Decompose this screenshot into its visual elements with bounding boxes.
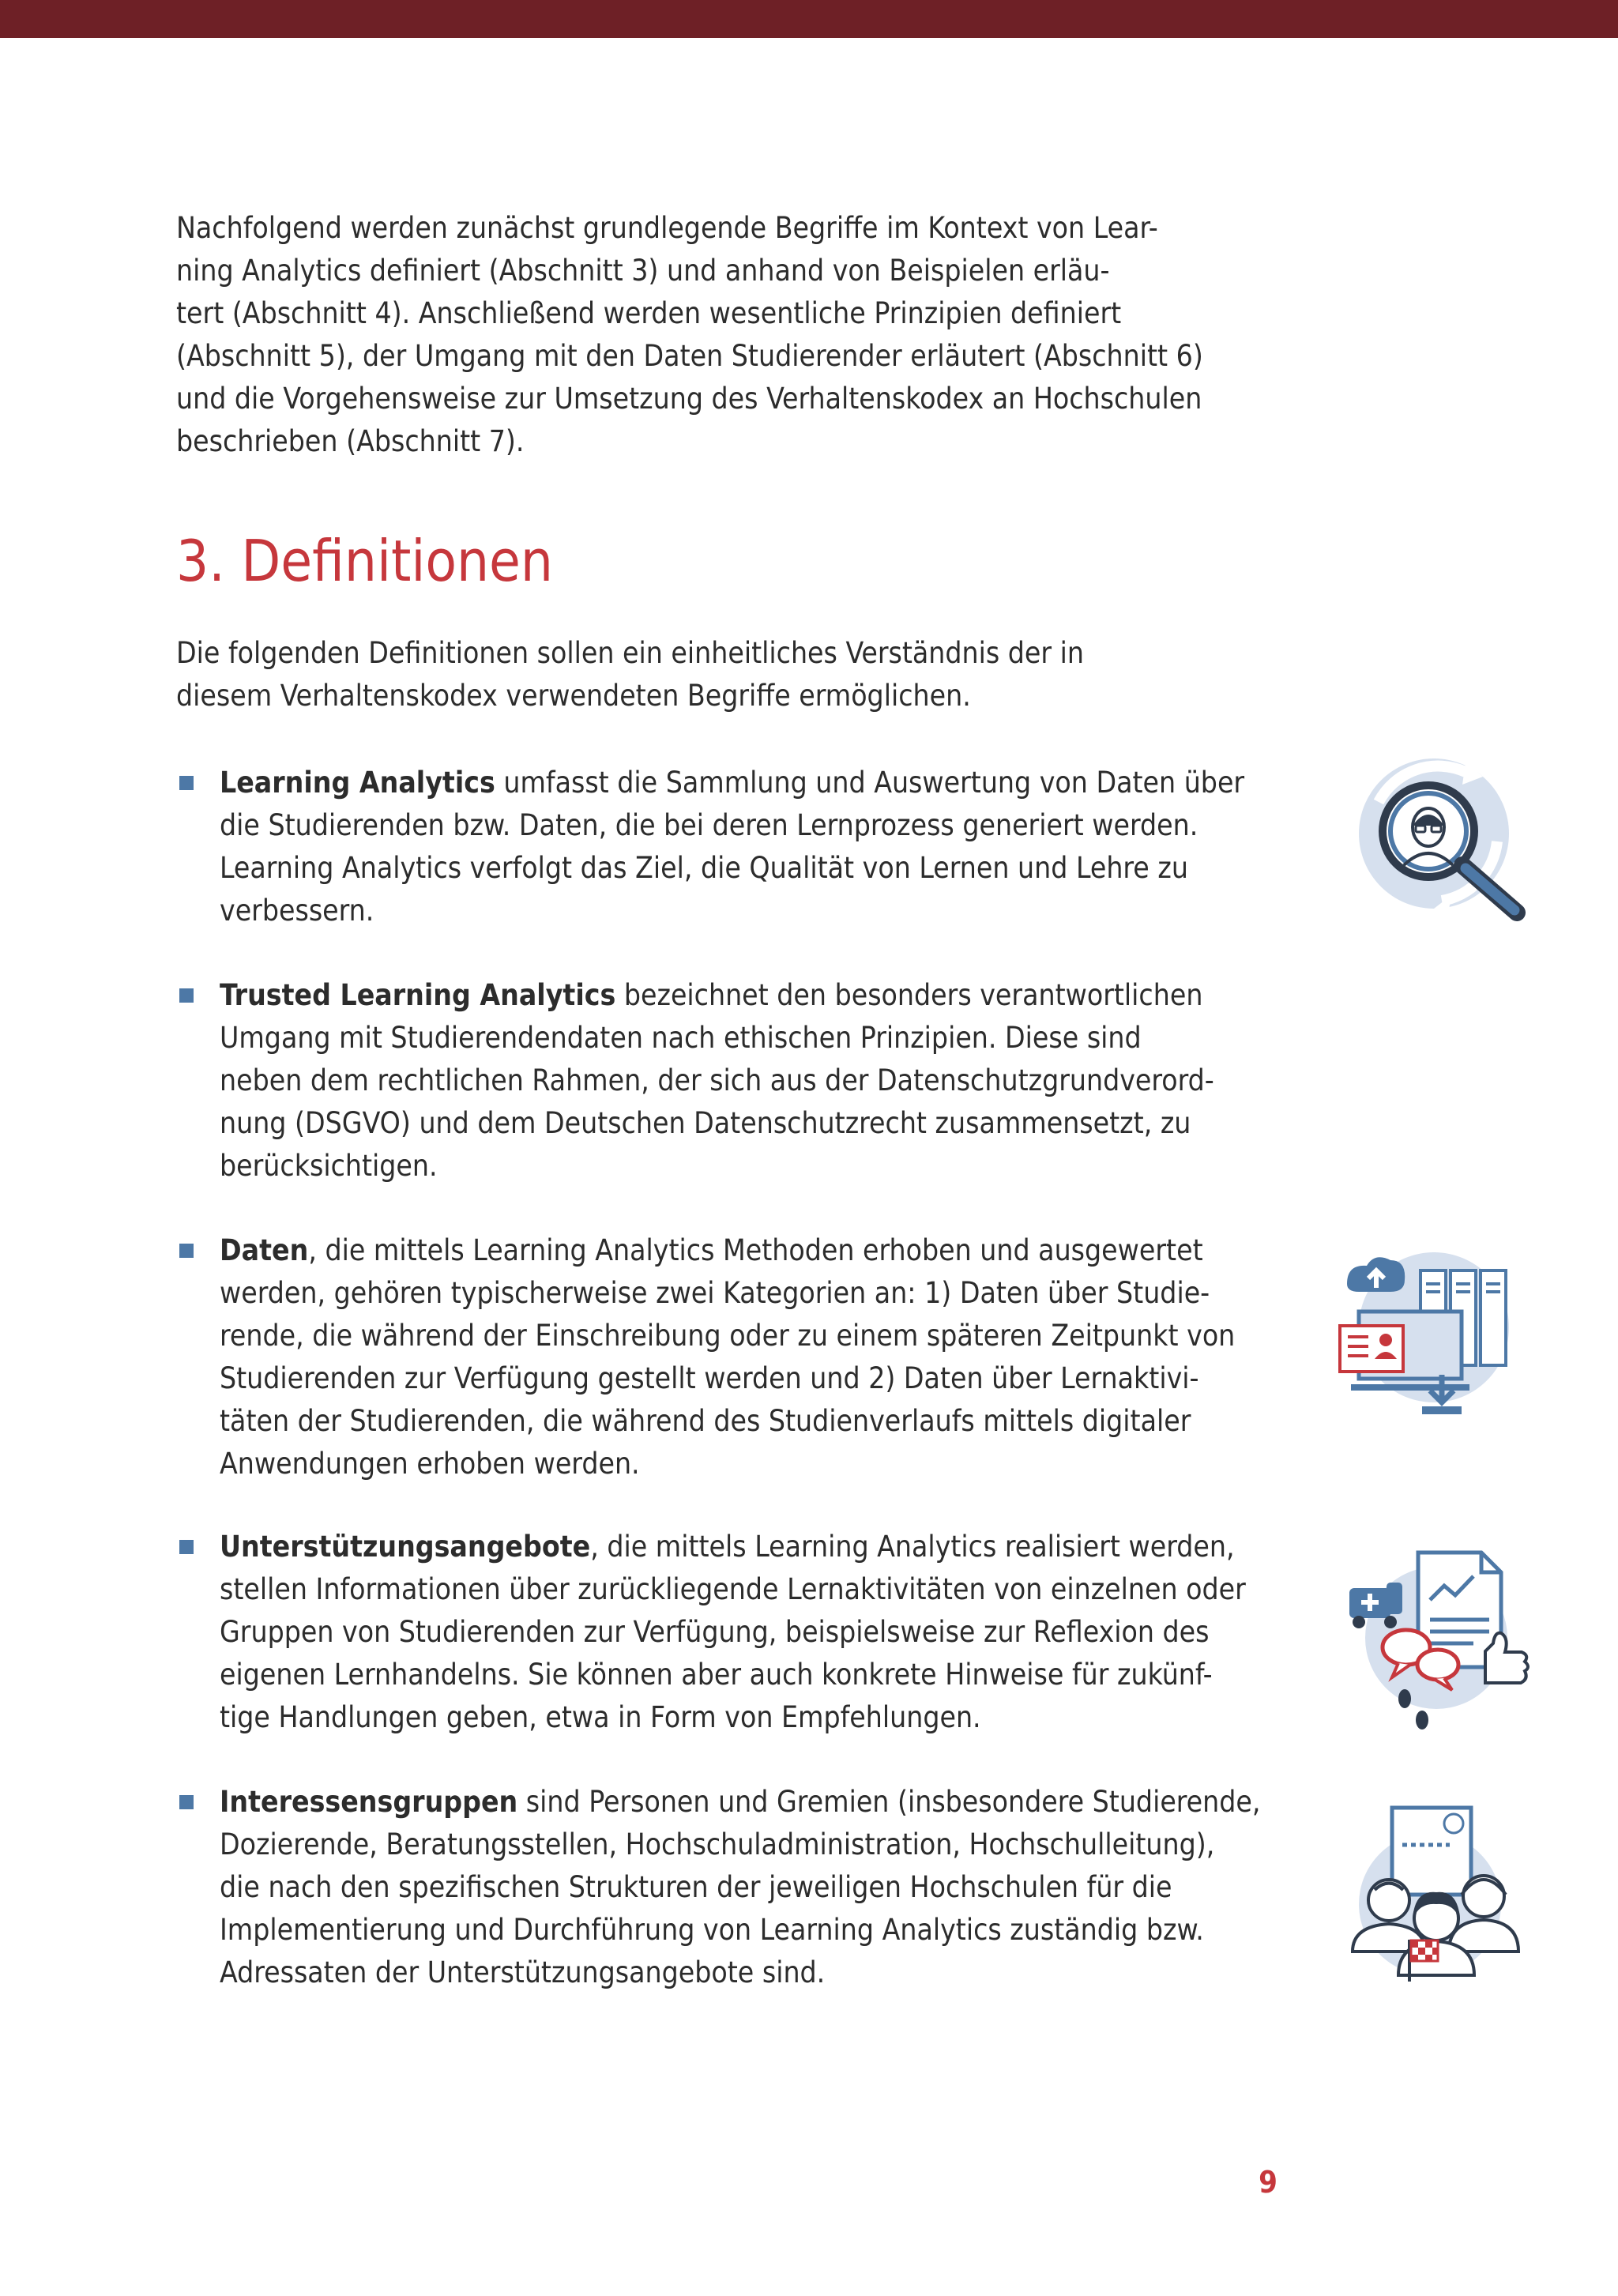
- intro-line: beschrieben (Abschnitt 7).: [176, 424, 525, 458]
- definition-term: Learning Analytics: [220, 766, 495, 800]
- definition-line: nung (DSGVO) und dem Deutschen Datenschutzrecht zusammensetzt, zu: [220, 1106, 1191, 1140]
- bullet-square-icon: [179, 1795, 194, 1809]
- intro-line: tert (Abschnitt 4). Anschließend werden wesentliche Prinzipien definiert: [176, 296, 1122, 330]
- definition-line: Dozierende, Beratungsstellen, Hochschuladministration, Hochschulleitung),: [220, 1827, 1215, 1861]
- definition-term: Trusted Learning Analytics: [220, 978, 616, 1012]
- definition-line: Studierenden zur Verfügung gestellt werden und 2) Daten über Lernaktivi-: [220, 1361, 1199, 1395]
- section-heading: 3. Definitionen: [176, 528, 553, 594]
- definition-line: sind Personen und Gremien (insbesondere Studierende,: [517, 1785, 1261, 1819]
- support-report-icon: [1343, 1545, 1533, 1734]
- lead-line: diesem Verhaltenskodex verwendeten Begriffe ermöglichen.: [176, 679, 971, 713]
- bullet-square-icon: [179, 1244, 194, 1258]
- definition-line: Anwendungen erhoben werden.: [220, 1447, 640, 1481]
- definition-line: neben dem rechtlichen Rahmen, der sich aus der Datenschutzgrundverord-: [220, 1063, 1214, 1097]
- definition-text: [220, 762, 1298, 932]
- definition-line: verbessern.: [220, 894, 374, 928]
- definition-line: Adressaten der Unterstützungsangebote sind.: [220, 1955, 826, 1989]
- definition-line: die nach den spezifischen Strukturen der jeweiligen Hochschulen für die: [220, 1870, 1172, 1904]
- intro-line: Nachfolgend werden zunächst grundlegende Begriffe im Kontext von Lear-: [176, 211, 1158, 245]
- definition-text: [220, 1781, 1298, 1994]
- stakeholder-group-icon: [1343, 1801, 1533, 1991]
- definition-term: Interessensgruppen: [220, 1785, 518, 1819]
- definition-item-unterstuetzungsangebote: [176, 1526, 1298, 1739]
- definition-term: Daten: [220, 1233, 309, 1267]
- definition-line: berücksichtigen.: [220, 1149, 438, 1183]
- data-servers-icon: [1335, 1248, 1517, 1430]
- lead-line: Die folgenden Definitionen sollen ein einheitliches Verständnis der in: [176, 636, 1085, 670]
- definition-line: eigenen Lernhandelns. Sie können aber auch konkrete Hinweise für zukünf-: [220, 1658, 1213, 1692]
- page-number: 9: [1259, 2165, 1277, 2200]
- intro-line: ning Analytics definiert (Abschnitt 3) und anhand von Beispielen erläu-: [176, 254, 1110, 288]
- bullet-square-icon: [179, 988, 194, 1003]
- definition-item-interessensgruppen: [176, 1781, 1298, 1994]
- bullet-square-icon: [179, 776, 194, 790]
- definition-line: die Studierenden bzw. Daten, die bei deren Lernprozess generiert werden.: [220, 808, 1198, 842]
- intro-line: (Abschnitt 5), der Umgang mit den Daten Studierender erläutert (Abschnitt 6): [176, 339, 1203, 373]
- definition-line: umfasst die Sammlung und Auswertung von Daten über: [495, 766, 1245, 800]
- definition-line: täten der Studierenden, die während des Studienverlaufs mittels digitaler: [220, 1404, 1191, 1438]
- definition-line: rende, die während der Einschreibung oder zu einem späteren Zeitpunkt von: [220, 1319, 1236, 1353]
- intro-line: und die Vorgehensweise zur Umsetzung des Verhaltenskodex an Hochschulen: [176, 382, 1202, 416]
- definition-line: tige Handlungen geben, etwa in Form von Empfehlungen.: [220, 1700, 981, 1734]
- definition-text: [220, 1526, 1298, 1739]
- definition-line: Umgang mit Studierendendaten nach ethischen Prinzipien. Diese sind: [220, 1021, 1142, 1055]
- definition-line: werden, gehören typischerweise zwei Kategorien an: 1) Daten über Studie-: [220, 1276, 1210, 1310]
- definition-line: Gruppen von Studierenden zur Verfügung, beispielsweise zur Reflexion des: [220, 1615, 1210, 1649]
- definition-line: , die mittels Learning Analytics realisiert werden,: [590, 1530, 1235, 1564]
- definition-line: , die mittels Learning Analytics Methoden erhoben und ausgewertet: [308, 1233, 1203, 1267]
- bullet-square-icon: [179, 1540, 194, 1554]
- definition-item-learning-analytics: [176, 762, 1298, 932]
- definition-item-daten: [176, 1229, 1298, 1485]
- definition-term: Unterstützungsangebote: [220, 1530, 591, 1564]
- definition-line: stellen Informationen über zurückliegende Lernaktivitäten von einzelnen oder: [220, 1572, 1246, 1606]
- definition-item-trusted-learning-analytics: [176, 974, 1298, 1188]
- magnifier-person-icon: [1347, 755, 1545, 924]
- definition-line: Learning Analytics verfolgt das Ziel, die Qualität von Lernen und Lehre zu: [220, 851, 1188, 885]
- definition-text: [220, 974, 1298, 1188]
- definition-line: Implementierung und Durchführung von Learning Analytics zuständig bzw.: [220, 1913, 1204, 1947]
- definition-line: bezeichnet den besonders verantwortlichen: [615, 978, 1203, 1012]
- definition-text: [220, 1229, 1298, 1485]
